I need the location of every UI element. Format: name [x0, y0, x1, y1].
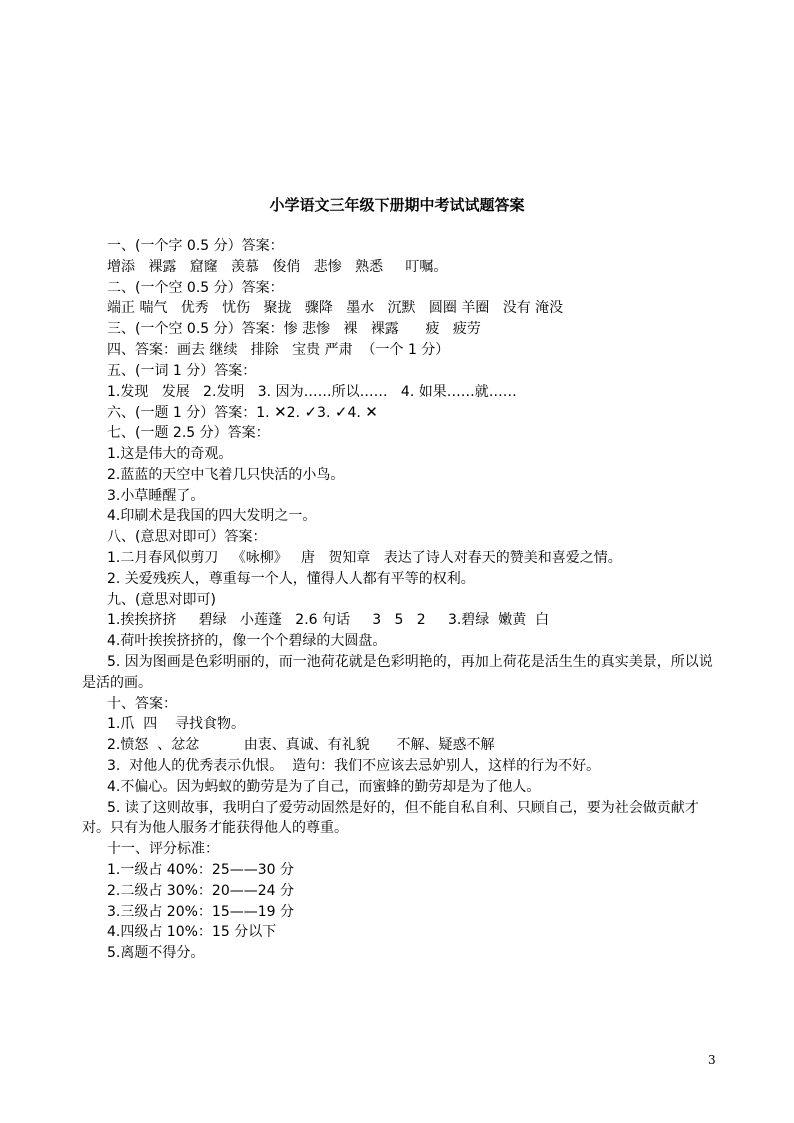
list-item: 2.二级占 30%：20——24 分	[107, 882, 295, 899]
section-7-heading: 七、(一题 2.5 分）答案：	[107, 425, 270, 442]
section-8-heading: 八、(意思对即可）答案：	[107, 529, 267, 546]
list-item: 5.离题不得分。	[107, 945, 205, 962]
page-title: 小学语文三年级下册期中考试试题答案	[269, 196, 525, 214]
list-item: 1.二月春风似剪刀 《咏柳》 唐 贺知章 表达了诗人对春天的赞美和喜爱之情。	[107, 549, 622, 566]
list-item: 1.这是伟大的奇观。	[107, 445, 233, 462]
list-item: 4.不偏心。因为蚂蚁的勤劳是为了自己，而蜜蜂的勤劳却是为了他人。	[107, 778, 541, 795]
section-9-heading: 九、(意思对即可)	[107, 591, 216, 608]
section-2-heading: 二、(一个空 0.5 分）答案：	[107, 279, 284, 296]
section-1-heading: 一、(一个字 0.5 分）答案：	[107, 238, 284, 254]
section-10-heading: 十、答案：	[107, 695, 177, 712]
section-6-prefix: 六、(一题 1 分）答案：1.	[107, 405, 275, 422]
section-6-line	[82, 402, 722, 423]
section-4-line: 四、答案：画去 继续 排除 宝贵 严肃 （一个 1 分）	[107, 341, 450, 358]
section-5-answer: 1.发现 发展 2.发明 3. 因为……所以…… 4. 如果……就……	[107, 383, 517, 400]
list-item: 4.四级占 10%：15 分以下	[107, 924, 277, 941]
list-item: 2.蓝蓝的天空中飞着几只快活的小鸟。	[107, 466, 345, 483]
cross-mark-icon: ✕	[274, 403, 287, 422]
section-10-paragraph: 5. 读了这则故事，我明白了爱劳动固然是好的，但不能自私自利、只顾自己，要为社会做贡献才对。只有为他人服务才能获得他人的尊重。	[82, 799, 699, 837]
section-11-heading: 十一、评分标准：	[107, 841, 219, 858]
section-6-item-4: 4.	[347, 405, 366, 422]
list-item: 1.爪 四 寻找食物。	[107, 716, 246, 733]
section-5-heading: 五、(一词 1 分）答案：	[107, 362, 257, 379]
list-item: 2.愤怒 、忿忿 由衷、真诚、有礼貌 不解、疑惑不解	[107, 737, 495, 754]
list-item: 4.印刷术是我国的四大发明之一。	[107, 508, 317, 525]
section-2-answer: 端正 喘气 优秀 忧伤 聚拢 骤降 墨水 沉默 圆圈 羊圈 没有 淹没	[107, 300, 564, 317]
check-mark-icon: ✓	[304, 403, 318, 422]
list-item: 3.三级占 20%：15——19 分	[107, 903, 295, 920]
section-6-item-3: 3.	[317, 405, 335, 422]
section-9-paragraph: 5. 因为图画是色彩明丽的，而一池荷花就是色彩明艳的，再加上荷花是活生生的真实美景，所以说是活的画。	[82, 653, 713, 691]
cross-mark-icon: ✕	[365, 403, 378, 422]
section-1-answer: 增添 裸露 窟窿 羡慕 俊俏 悲惨 熟悉 叮嘱。	[107, 258, 448, 275]
list-item: 1.挨挨挤挤 碧绿 小莲蓬 2.6 句话 3 5 2 3.碧绿 嫩黄 白	[107, 612, 550, 629]
answer-body	[82, 236, 722, 964]
page-number: 3	[708, 1053, 716, 1067]
list-item: 3. 对他人的优秀表示仇恨。 造句：我们不应该去忌妒别人，这样的行为不好。	[107, 757, 601, 774]
check-mark-icon: ✓	[334, 403, 348, 422]
section-6-item-2: 2.	[286, 405, 305, 422]
list-item: 2. 关爱残疾人，尊重每一个人，懂得人人都有平等的权利。	[107, 570, 475, 587]
list-item: 1.一级占 40%：25——30 分	[107, 861, 295, 878]
section-3-line: 三、(一个空 0.5 分）答案：惨 悲惨 裸 裸露 疲 疲劳	[107, 321, 481, 338]
list-item: 4.荷叶挨挨挤挤的，像一个个碧绿的大圆盘。	[107, 633, 387, 650]
list-item: 3.小草睡醒了。	[107, 487, 205, 504]
